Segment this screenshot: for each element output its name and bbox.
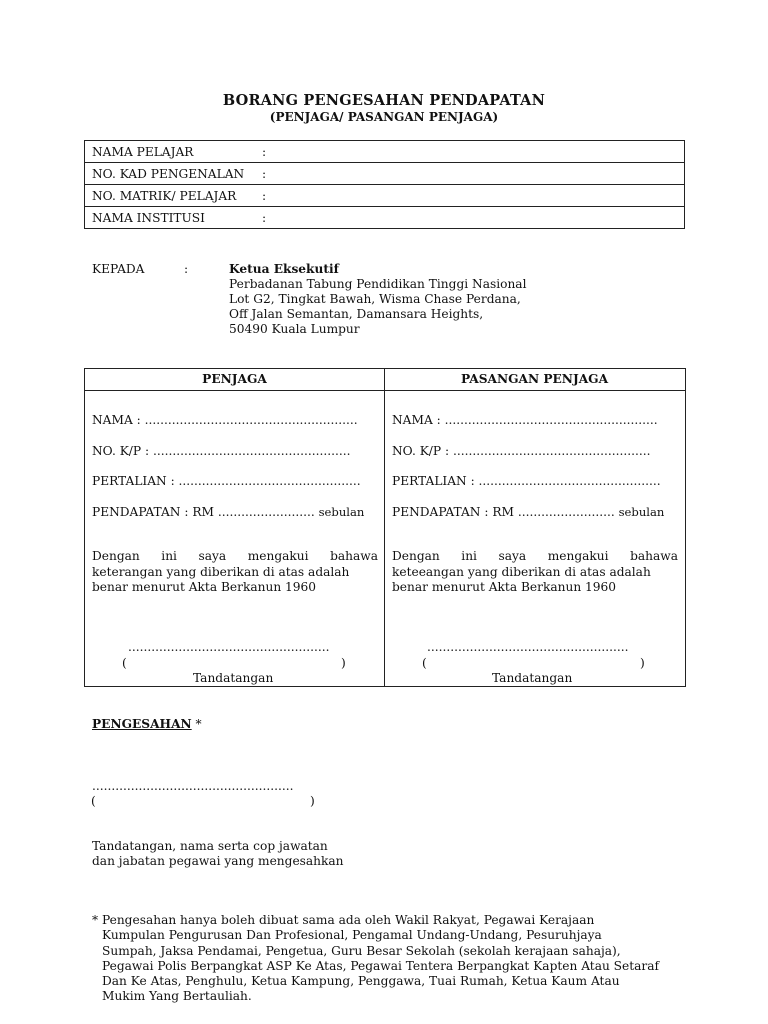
spouse-income-label: PENDAPATAN : RM ......................... bbox=[392, 505, 615, 519]
recipient-address-line: Off Jalan Semantan, Damansara Heights, bbox=[229, 307, 484, 321]
verifier-caption-line: dan jabatan pegawai yang mengesahkan bbox=[92, 854, 344, 868]
student-info-table bbox=[84, 140, 685, 229]
recipient-label: KEPADA bbox=[92, 262, 145, 276]
student-name-colon: : bbox=[262, 144, 267, 159]
institution-label: NAMA INSTITUSI bbox=[92, 210, 205, 225]
guardian-signature-label: Tandatangan bbox=[193, 671, 274, 685]
footnote-line: Mukim Yang Bertauliah. bbox=[102, 989, 252, 1003]
verifier-name-paren-open: ( bbox=[91, 794, 96, 808]
verifier-name-paren-close: ) bbox=[310, 794, 315, 808]
guardian-per-month-label: sebulan bbox=[318, 505, 365, 519]
verifier-signature-line[interactable]: .................................................... bbox=[92, 779, 294, 793]
spouse-header: PASANGAN PENJAGA bbox=[460, 372, 609, 386]
student-name-row bbox=[85, 141, 685, 163]
guardian-name-field[interactable]: NAMA : ....................................................... bbox=[92, 413, 358, 427]
footnote-line: * Pengesahan hanya boleh dibuat sama ada oleh Wakil Rakyat, Pegawai Kerajaan bbox=[92, 913, 595, 927]
institution-row bbox=[85, 207, 685, 229]
ic-number-row bbox=[85, 163, 685, 185]
guardian-declaration-line: keterangan yang diberikan di atas adalah bbox=[92, 565, 350, 579]
guardian-ic-field[interactable]: NO. K/P : ................................................... bbox=[92, 444, 351, 458]
header-divider bbox=[84, 390, 685, 391]
verification-asterisk: * bbox=[191, 717, 202, 731]
spouse-name-field[interactable]: NAMA : ....................................................... bbox=[392, 413, 658, 427]
spouse-name-paren-close: ) bbox=[640, 656, 645, 670]
matric-number-label: NO. MATRIK/ PELAJAR bbox=[92, 188, 237, 203]
footnote-line: Dan Ke Atas, Penghulu, Ketua Kampung, Penggawa, Tuai Rumah, Ketua Kaum Atau bbox=[102, 974, 620, 988]
spouse-income-field[interactable] bbox=[392, 505, 664, 521]
form-title: BORANG PENGESAHAN PENDAPATAN bbox=[222, 92, 546, 109]
ic-number-label: NO. KAD PENGENALAN bbox=[92, 166, 245, 181]
spouse-signature-line[interactable]: .................................................... bbox=[427, 640, 629, 654]
student-name-field[interactable] bbox=[85, 141, 685, 163]
recipient-address-line: Perbadanan Tabung Pendidikan Tinggi Nasional bbox=[229, 277, 527, 291]
spouse-declaration-line: benar menurut Akta Berkanun 1960 bbox=[392, 580, 617, 594]
form-subtitle: (PENJAGA/ PASANGAN PENJAGA) bbox=[269, 110, 499, 124]
matric-number-row bbox=[85, 185, 685, 207]
spouse-declaration-line: Dengan ini saya mengakui bahawa bbox=[392, 549, 678, 563]
guardian-income-label: PENDAPATAN : RM ......................... bbox=[92, 505, 315, 519]
student-name-label: NAMA PELAJAR bbox=[92, 144, 194, 159]
guardian-signature-line[interactable]: .................................................... bbox=[128, 640, 330, 654]
guardian-income-field[interactable] bbox=[92, 505, 364, 521]
spouse-declaration-line: keteeangan yang diberikan di atas adalah bbox=[392, 565, 651, 579]
guardian-name-paren-close: ) bbox=[341, 656, 346, 670]
spouse-relation-field[interactable]: PERTALIAN : ............................................... bbox=[392, 474, 661, 488]
ic-number-field[interactable] bbox=[85, 163, 685, 185]
spouse-ic-field[interactable]: NO. K/P : ................................................... bbox=[392, 444, 651, 458]
spouse-name-paren-open: ( bbox=[422, 656, 427, 670]
recipient-name: Ketua Eksekutif bbox=[229, 262, 339, 276]
guardian-declaration-line: Dengan ini saya mengakui bahawa bbox=[92, 549, 378, 563]
recipient-colon: : bbox=[184, 262, 189, 276]
verification-heading bbox=[92, 717, 202, 733]
institution-colon: : bbox=[262, 210, 267, 225]
institution-field[interactable] bbox=[85, 207, 685, 229]
guardian-relation-field[interactable]: PERTALIAN : ............................................... bbox=[92, 474, 361, 488]
footnote-line: Pegawai Polis Berpangkat ASP Ke Atas, Pegawai Tentera Berpangkat Kapten Atau Setaraf bbox=[102, 959, 660, 973]
recipient-address-line: 50490 Kuala Lumpur bbox=[229, 322, 360, 336]
spouse-per-month-label: sebulan bbox=[618, 505, 665, 519]
footnote-line: Sumpah, Jaksa Pendamai, Pengetua, Guru Besar Sekolah (sekolah kerajaan sahaja), bbox=[102, 944, 621, 958]
verification-heading-label: PENGESAHAN bbox=[92, 717, 192, 731]
footnote-line: Kumpulan Pengurusan Dan Profesional, Pengamal Undang-Undang, Pesuruhjaya bbox=[102, 928, 602, 942]
matric-number-field[interactable] bbox=[85, 185, 685, 207]
spouse-signature-label: Tandatangan bbox=[492, 671, 573, 685]
verifier-caption-line: Tandatangan, nama serta cop jawatan bbox=[92, 839, 328, 853]
guardian-declaration-line: benar menurut Akta Berkanun 1960 bbox=[92, 580, 317, 594]
recipient-address-line: Lot G2, Tingkat Bawah, Wisma Chase Perdana, bbox=[229, 292, 521, 306]
matric-number-colon: : bbox=[262, 188, 267, 203]
ic-number-colon: : bbox=[262, 166, 267, 181]
guardian-name-paren-open: ( bbox=[122, 656, 127, 670]
column-divider bbox=[384, 368, 385, 686]
guardian-header: PENJAGA bbox=[202, 372, 267, 386]
